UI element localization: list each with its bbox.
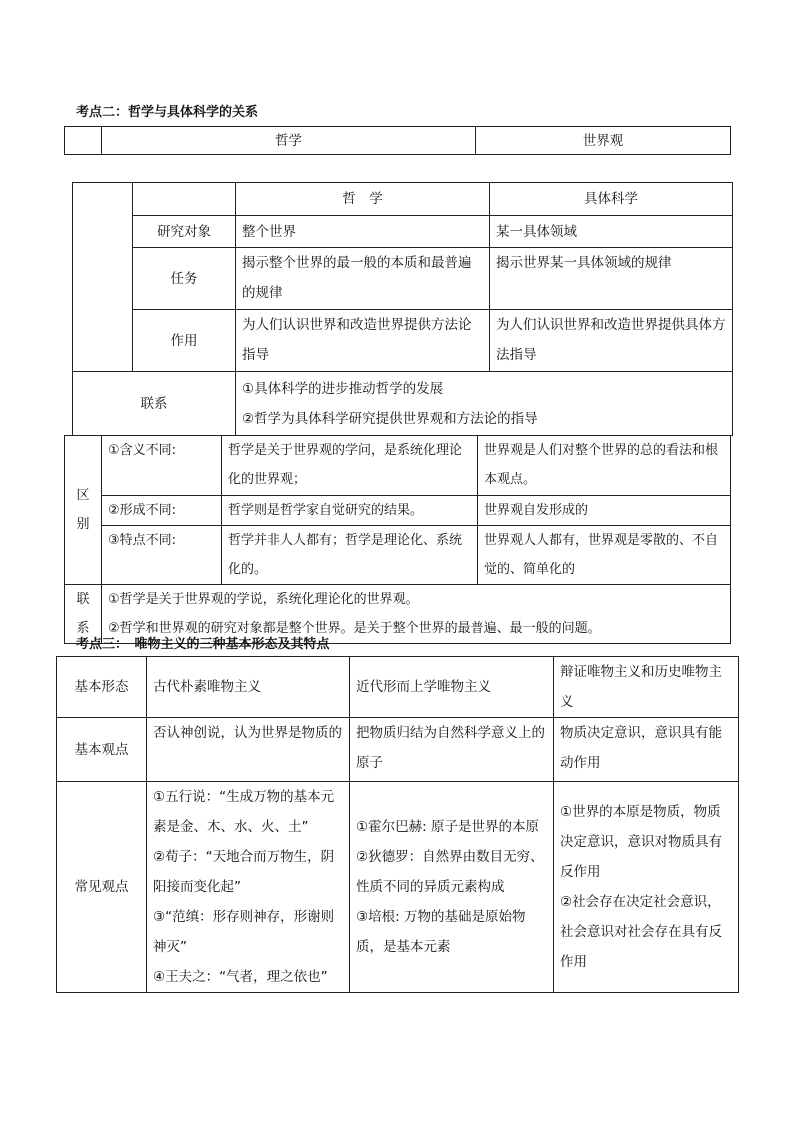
cell-philosophy-role: 为人们认识世界和改造世界提供方法论指导 [236, 310, 490, 372]
link-label: 联 系 [65, 585, 102, 644]
common-ancient [147, 782, 350, 993]
row-label-common: 常见观点 [57, 782, 147, 993]
common-item: ③培根: 万物的基础是原始物质，是基本元素 [356, 909, 526, 955]
view-dialectical: 物质决定意识，意识具有能动作用 [554, 718, 739, 782]
header-worldview: 世界观 [476, 127, 731, 155]
cell-philosophy-task: 揭示整个世界的最一般的本质和最普遍的规律 [236, 248, 490, 310]
cell-worldview-formation: 世界观自发形成的 [478, 496, 731, 526]
section3-heading: 考点三： 唯物主义的三种基本形态及其特点 [76, 637, 330, 652]
philosophy-worldview-table [64, 435, 731, 644]
row-label-view: 基本观点 [57, 718, 147, 782]
aspect-feature: ③特点不同: [102, 526, 222, 585]
link-item-2: ②哲学和世界观的研究对象都是整个世界。是关于整个世界的最普遍、最一般的问题。 [108, 621, 601, 636]
common-item: ②社会存在决定社会意识，社会意识对社会存在具有反作用 [560, 894, 722, 970]
common-item: ②荀子：“天地合而万物生，阴阳接而变化起” [153, 849, 335, 895]
materialism-forms-table [56, 656, 739, 993]
cell-philosophy-object: 整个世界 [236, 216, 490, 248]
philosophy-worldview-header-table [64, 126, 731, 155]
row-label-object: 研究对象 [133, 216, 236, 248]
form-dialectical: 辩证唯物主义和历史唯物主义 [554, 657, 739, 718]
cell-philosophy-meaning: 哲学是关于世界观的学问，是系统化理论化的世界观； [222, 436, 478, 496]
header-philosophy: 哲学 [102, 127, 476, 155]
difference-label: 区 别 [65, 436, 102, 585]
common-item: ②狄德罗：自然界由数目无穷、性质不同的异质元素构成 [356, 849, 544, 895]
cell-science-task: 揭示世界某一具体领域的规律 [490, 248, 733, 310]
philosophy-science-table [72, 182, 733, 436]
link-item-2: ②哲学为具体科学研究提供世界观和方法论的指导 [242, 410, 538, 427]
cell-worldview-meaning: 世界观是人们对整个世界的总的看法和根本观点。 [478, 436, 731, 496]
common-item: ①霍尔巴赫: 原子是世界的本原 [356, 819, 539, 835]
common-item: ④王夫之：“气者，理之依也” [153, 969, 328, 985]
row-label-role: 作用 [133, 310, 236, 372]
form-modern: 近代形而上学唯物主义 [350, 657, 554, 718]
cell-science-role: 为人们认识世界和改造世界提供具体方法指导 [490, 310, 733, 372]
cell-science-object: 某一具体领域 [490, 216, 733, 248]
common-item: ③“范缜：形存则神存，形谢则神灭” [153, 909, 335, 955]
common-modern [350, 782, 554, 993]
cell-worldview-feature: 世界观人人都有，世界观是零散的、不自觉的、简单化的 [478, 526, 731, 585]
aspect-formation: ②形成不同: [102, 496, 222, 526]
empty-cell [65, 127, 102, 155]
form-ancient: 古代朴素唯物主义 [147, 657, 350, 718]
common-dialectical [554, 782, 739, 993]
common-item: ①五行说：“生成万物的基本元素是金、木、水、火、土” [153, 789, 335, 835]
row-label-link: 联系 [73, 372, 236, 436]
aspect-meaning: ①含义不同: [102, 436, 222, 496]
row-label-task: 任务 [133, 248, 236, 310]
link-item-1: ①具体科学的进步推动哲学的发展 [242, 380, 444, 397]
link-item-1: ①哲学是关于世界观的学说，系统化理论化的世界观。 [108, 592, 419, 607]
cell-philosophy-formation: 哲学则是哲学家自觉研究的结果。 [222, 496, 478, 526]
common-item: ①世界的本原是物质，物质决定意识，意识对物质具有反作用 [560, 804, 722, 880]
header-specific-science: 具体科学 [490, 183, 733, 216]
view-modern: 把物质归结为自然科学意义上的原子 [350, 718, 554, 782]
blank-header-cell [133, 183, 236, 216]
view-ancient: 否认神创说，认为世界是物质的 [147, 718, 350, 782]
blank-side-cell [73, 183, 133, 372]
section2-heading: 考点二：哲学与具体科学的关系 [76, 105, 259, 120]
cell-philosophy-feature: 哲学并非人人都有；哲学是理论化、系统化的。 [222, 526, 478, 585]
row-label-form: 基本形态 [57, 657, 147, 718]
header-philosophy: 哲 学 [236, 183, 490, 216]
cell-link [236, 372, 733, 436]
